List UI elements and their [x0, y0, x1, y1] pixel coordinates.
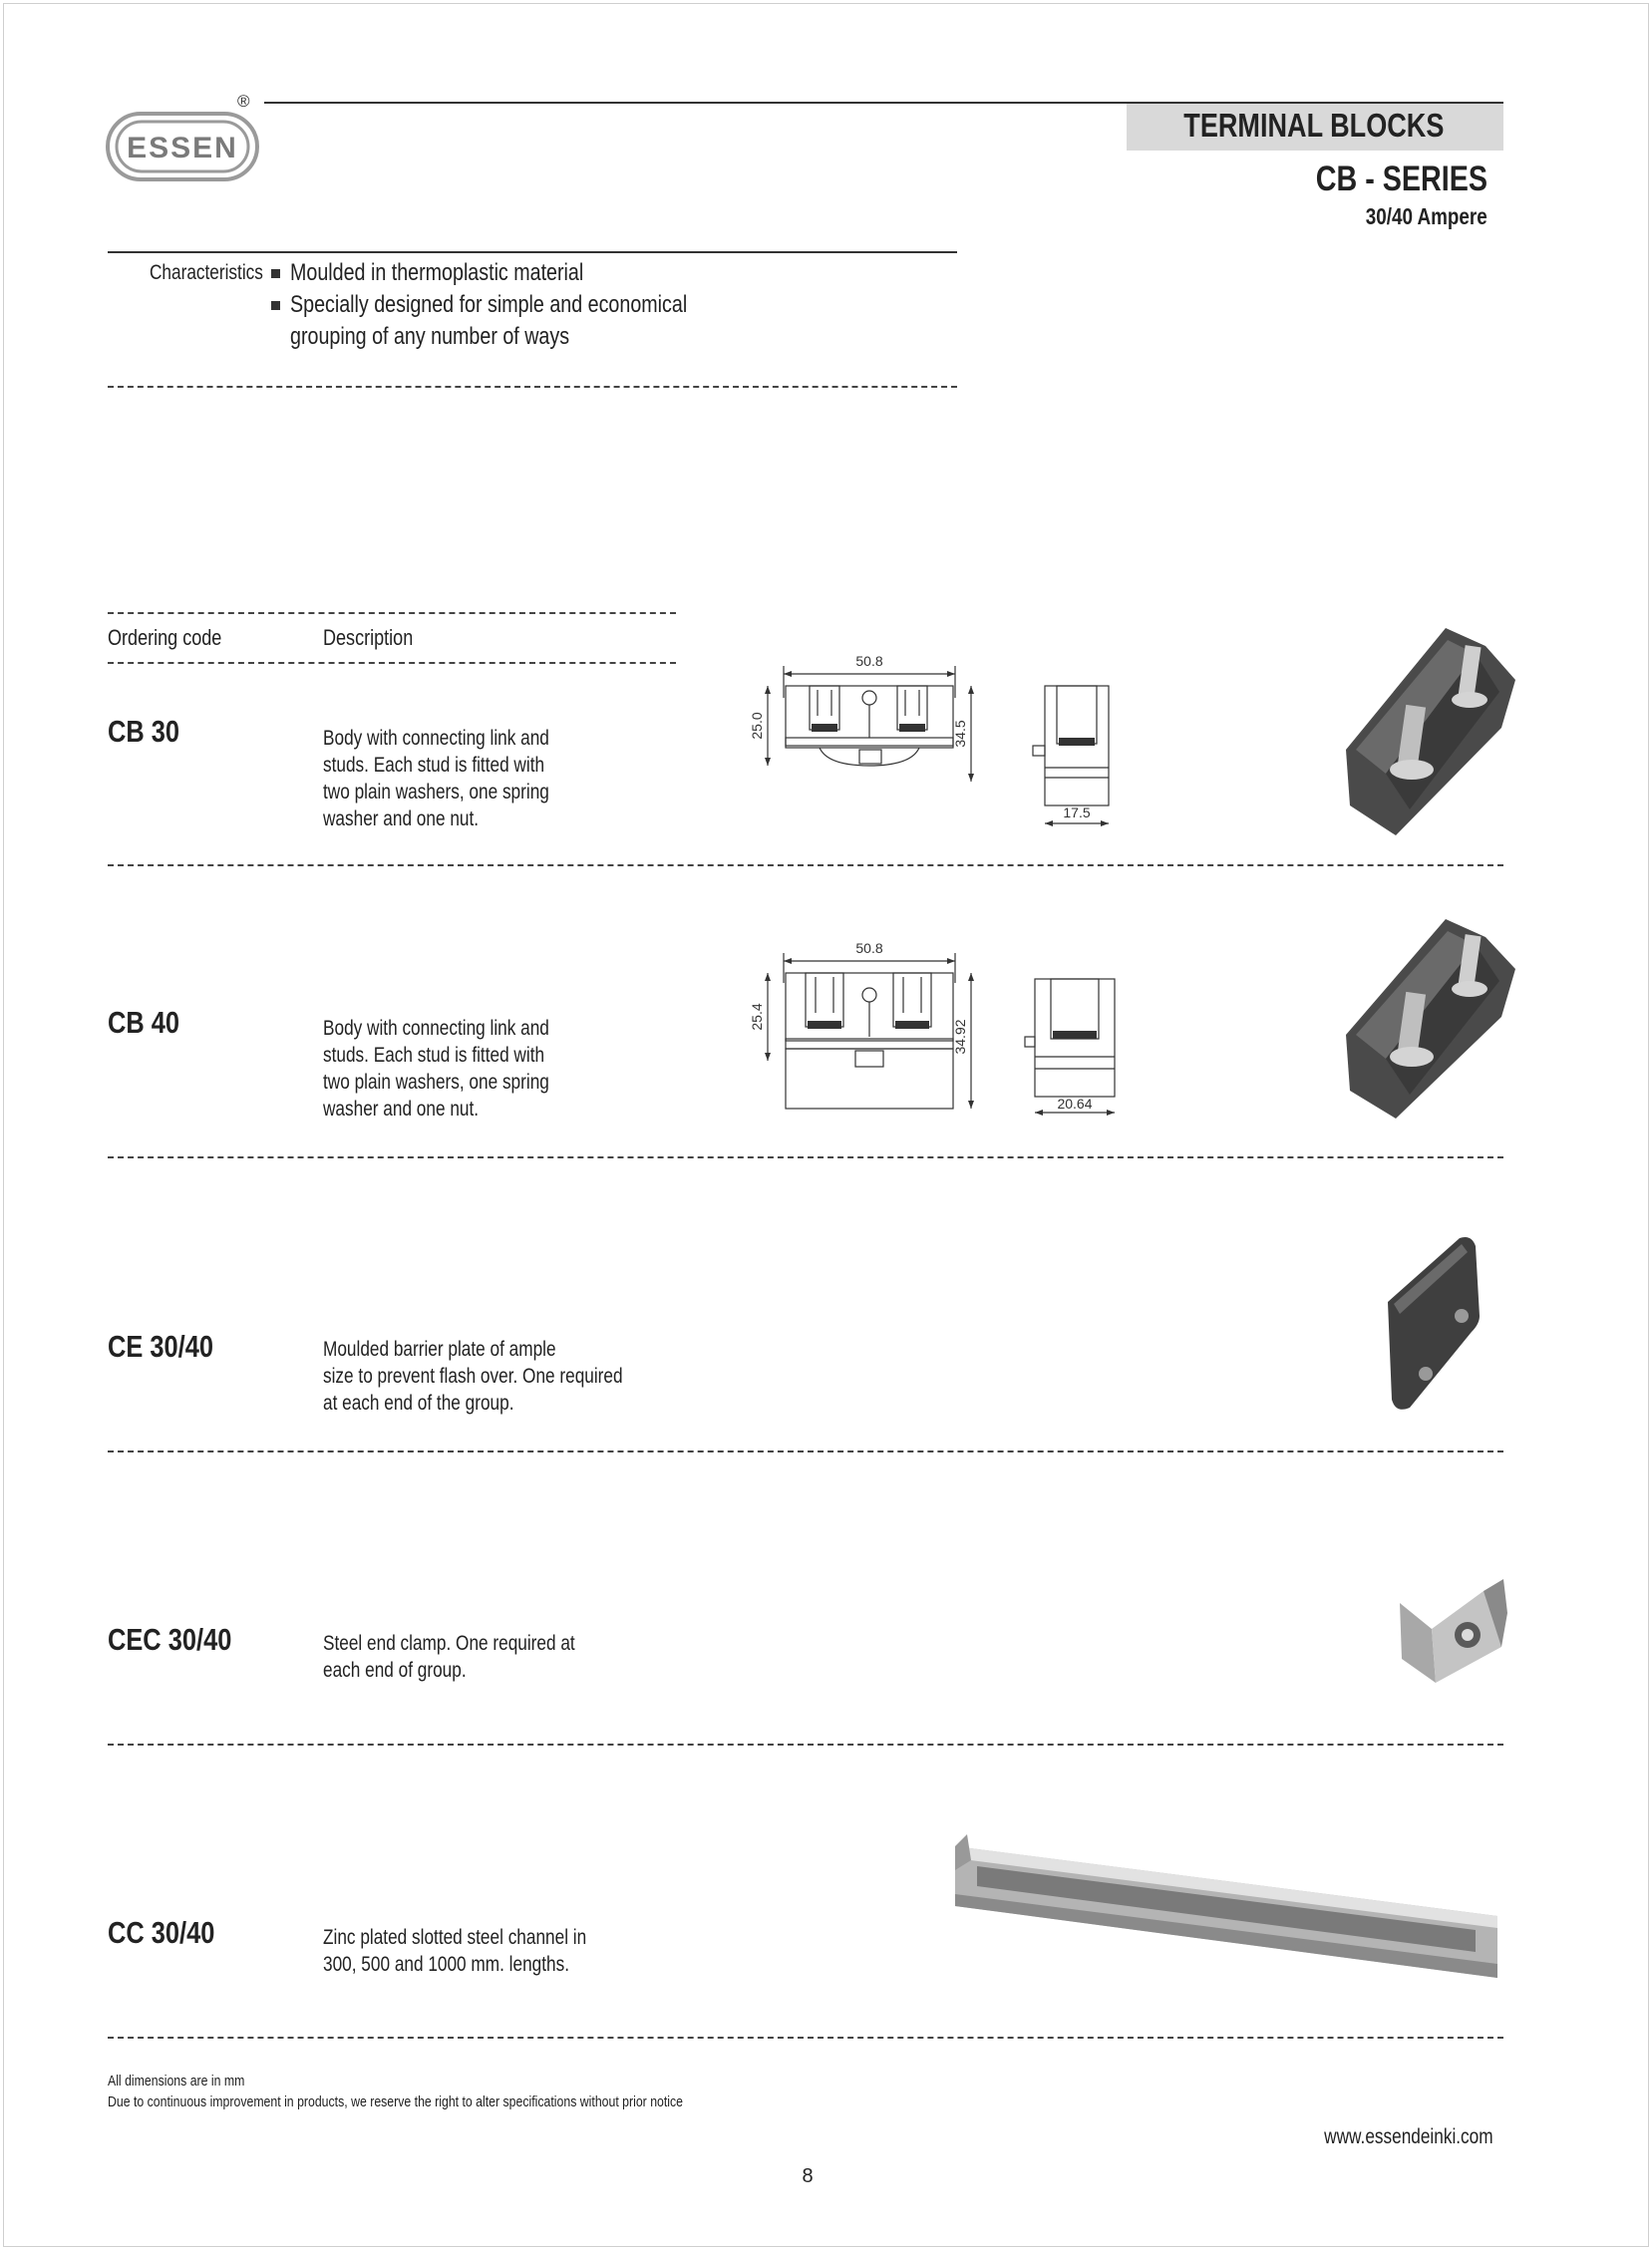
divider: [108, 1156, 1503, 1158]
characteristics-rule: [108, 251, 957, 253]
ordering-code-header: Ordering code: [108, 625, 222, 650]
category-title: TERMINAL BLOCKS: [1183, 107, 1445, 144]
disclaimer-note: Due to continuous improvement in products, we reserve the right to alter specifications without prior notice: [108, 2093, 684, 2110]
cb30-product-photo: [1326, 610, 1525, 837]
product-code: CEC 30/40: [108, 1622, 232, 1657]
dim-width: 50.8: [855, 940, 883, 956]
website-link[interactable]: www.essendeinki.com: [1324, 2125, 1493, 2148]
cb30-side-drawing: [1027, 678, 1127, 827]
dim-width: 50.8: [855, 653, 883, 669]
characteristic-item: grouping of any number of ways: [290, 323, 570, 350]
product-description: Body with connecting link and studs. Each stud is fitted with two plain washers, one spring washer and one nut.: [323, 1017, 549, 1121]
bullet-square-icon: [271, 269, 280, 278]
product-description: Steel end clamp. One required at each end of group.: [323, 1632, 575, 1682]
dim-depth: 17.5: [1063, 804, 1091, 820]
characteristic-item: Specially designed for simple and economical: [290, 291, 688, 318]
product-description: Zinc plated slotted steel channel in 300, 500 and 1000 mm. lengths.: [323, 1926, 587, 1976]
divider: [108, 662, 676, 664]
essen-logo: [106, 112, 259, 181]
divider: [108, 612, 676, 614]
characteristic-item: Moulded in thermoplastic material: [290, 259, 584, 286]
registered-mark: ®: [237, 92, 250, 111]
dim-depth: 20.64: [1057, 1096, 1093, 1112]
divider: [108, 386, 957, 388]
page-number: 8: [802, 2165, 814, 2187]
logo-text: ESSEN: [127, 132, 238, 164]
product-code: CB 30: [108, 714, 180, 749]
dim-height-left: 25.4: [749, 1003, 765, 1031]
dim-height-right: 34.5: [952, 720, 968, 748]
product-code: CE 30/40: [108, 1329, 213, 1364]
product-description: Body with connecting link and studs. Each stud is fitted with two plain washers, one spring washer and one nut.: [323, 727, 549, 830]
cb40-front-drawing: [728, 933, 997, 1132]
cc-steel-channel-photo: [947, 1824, 1505, 1994]
divider: [108, 864, 1503, 866]
dim-height-right: 34.92: [952, 1019, 968, 1055]
rating-subtitle: 30/40 Ampere: [1366, 203, 1487, 229]
cb30-front-drawing: [728, 638, 997, 827]
divider: [108, 1744, 1503, 1746]
bullet-square-icon: [271, 301, 280, 310]
series-title: CB - SERIES: [1315, 160, 1487, 198]
description-header: Description: [323, 625, 414, 650]
product-description: Moulded barrier plate of ample size to prevent flash over. One required at each end of the group.: [323, 1338, 623, 1415]
cec-end-clamp-photo: [1392, 1573, 1511, 1693]
product-code: CC 30/40: [108, 1915, 215, 1950]
characteristics-label: Characteristics: [150, 261, 263, 284]
ce-barrier-plate-photo: [1380, 1232, 1489, 1412]
divider: [108, 2037, 1503, 2039]
cb40-product-photo: [1326, 905, 1525, 1121]
dimensions-note: All dimensions are in mm: [108, 2073, 245, 2089]
dim-height-left: 25.0: [749, 712, 765, 740]
cb40-side-drawing: [1021, 973, 1131, 1123]
divider: [108, 1450, 1503, 1452]
product-code: CB 40: [108, 1005, 180, 1040]
